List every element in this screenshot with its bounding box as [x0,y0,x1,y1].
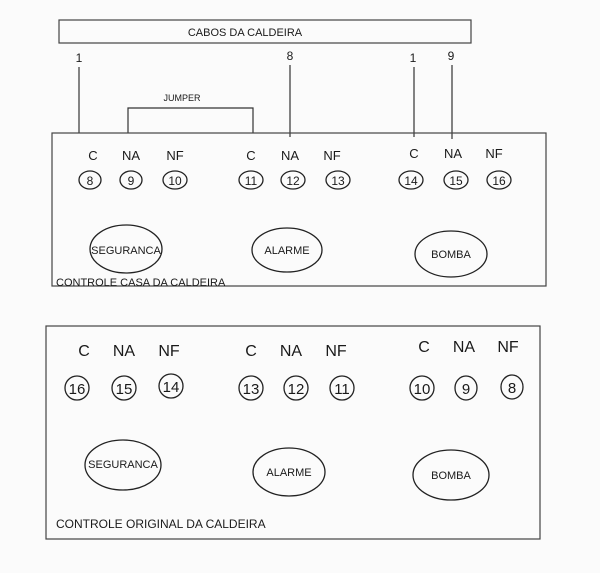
top-terminal-9: 9 [127,174,135,188]
boiler-cables-title: CABOS DA CALDEIRA [187,27,303,39]
jumper-wire [128,108,253,133]
bottom-terminal-9: 9 [461,381,471,398]
top-terminal-11: 11 [244,174,258,188]
top-device-seguranca: SEGURANCA [91,245,161,257]
top-panel-caption: CONTROLE CASA DA CALDEIRA [56,277,226,289]
top-device-alarme: ALARME [264,245,310,257]
bottom-device-seguranca: SEGURANCA [88,459,158,471]
bottom-g2-header-nf: NF [325,343,347,360]
bottom-terminal-15: 15 [115,381,133,398]
top-g2-header-nf: NF [323,148,341,163]
jumper-label: JUMPER [163,93,201,103]
bottom-device-bomba: BOMBA [431,470,471,482]
bottom-terminal-11: 11 [334,381,350,398]
wire-label-9: 9 [447,49,455,63]
top-terminal-10: 10 [168,174,182,188]
bottom-g3-header-nf: NF [497,339,519,356]
bottom-terminal-13: 13 [242,381,260,398]
bottom-terminal-10: 10 [413,381,431,398]
top-g1-header-c: C [88,148,98,163]
bottom-g2-header-na: NA [279,343,303,360]
wire-label-1b: 1 [409,51,417,65]
top-g3-header-nf: NF [485,146,503,161]
bottom-g1-header-c: C [78,343,90,360]
bottom-terminal-14: 14 [162,379,180,396]
top-terminal-16: 16 [492,174,506,188]
top-g2-header-c: C [246,148,256,163]
bottom-terminal-8: 8 [507,380,517,397]
top-g3-header-c: C [409,146,419,161]
bottom-g1-header-na: NA [112,343,136,360]
top-g3-header-na: NA [443,146,463,161]
bottom-g3-header-c: C [418,339,430,356]
wire-label-1: 1 [75,51,83,65]
bottom-panel-caption: CONTROLE ORIGINAL DA CALDEIRA [56,517,266,531]
bottom-terminal-12: 12 [287,381,305,398]
top-g1-header-na: NA [121,148,141,163]
top-terminal-12: 12 [286,174,300,188]
bottom-terminal-16: 16 [68,381,86,398]
top-g2-header-na: NA [280,148,300,163]
bottom-device-alarme: ALARME [266,467,312,479]
top-terminal-15: 15 [449,174,463,188]
bottom-g3-header-na: NA [452,339,476,356]
top-terminal-14: 14 [404,174,418,188]
wire-label-8: 8 [286,49,294,63]
bottom-g1-header-nf: NF [158,343,180,360]
top-device-bomba: BOMBA [431,249,471,261]
bottom-g2-header-c: C [245,343,257,360]
top-g1-header-nf: NF [166,148,184,163]
top-terminal-13: 13 [331,174,345,188]
top-terminal-8: 8 [86,174,94,188]
